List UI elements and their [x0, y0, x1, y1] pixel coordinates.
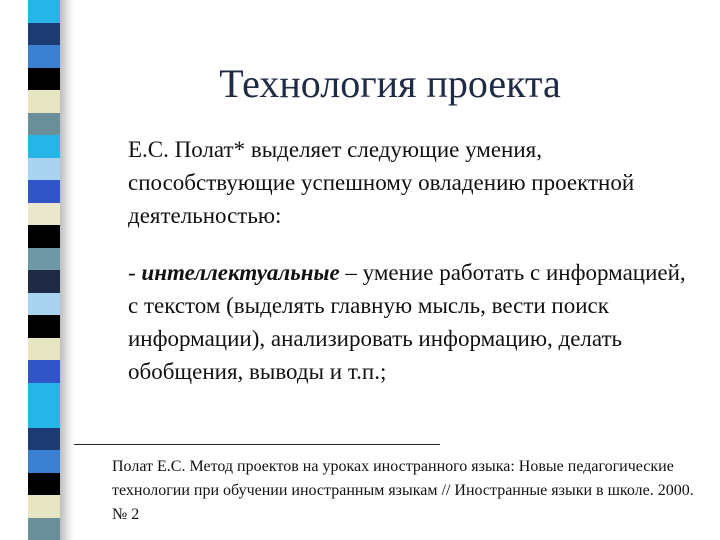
strip-cell — [28, 113, 62, 136]
strip-cell — [28, 450, 62, 473]
strip-cell — [28, 518, 62, 540]
item-term: интеллектуальные — [141, 260, 340, 285]
strip-cell — [28, 158, 62, 181]
strip-cell — [28, 270, 62, 293]
strip-cell — [28, 0, 62, 23]
strip-cell — [28, 338, 62, 361]
decorative-strip — [28, 0, 62, 540]
strip-cell — [28, 383, 62, 406]
slide-title: Технология проекта — [219, 61, 561, 106]
strip-cell — [28, 23, 62, 46]
footnote: Полат Е.С. Метод проектов на уроках иностранного языка: Новые педагогические технологии при обучении иностранным языкам // Иностранные языки в школе. 2000. № 2 — [112, 458, 694, 523]
strip-cell — [28, 473, 62, 496]
strip-cell — [28, 135, 62, 158]
strip-cell — [28, 405, 62, 428]
strip-cell — [28, 248, 62, 271]
strip-cell — [28, 180, 62, 203]
item-prefix: - — [128, 260, 142, 285]
footnote-rule — [74, 444, 440, 445]
item-text: – умение работать с информацией, с текстом (выделять главную мысль, вести поиск информации), анализировать информацию, делать обобщения, выводы и т.п.; — [128, 260, 686, 384]
strip-cell — [28, 495, 62, 518]
strip-cell — [28, 225, 62, 248]
strip-cell — [28, 45, 62, 68]
intro-paragraph: Е.С. Полат* выделяет следующие умения, способствующие успешному овладению проектной деятельностью: — [128, 137, 635, 228]
skill-item — [128, 256, 688, 388]
strip-cell — [28, 293, 62, 316]
strip-cell — [28, 90, 62, 113]
strip-shadow — [60, 0, 74, 540]
strip-cell — [28, 428, 62, 451]
strip-cell — [28, 315, 62, 338]
strip-cell — [28, 203, 62, 226]
strip-cell — [28, 360, 62, 383]
strip-cell — [28, 68, 62, 91]
